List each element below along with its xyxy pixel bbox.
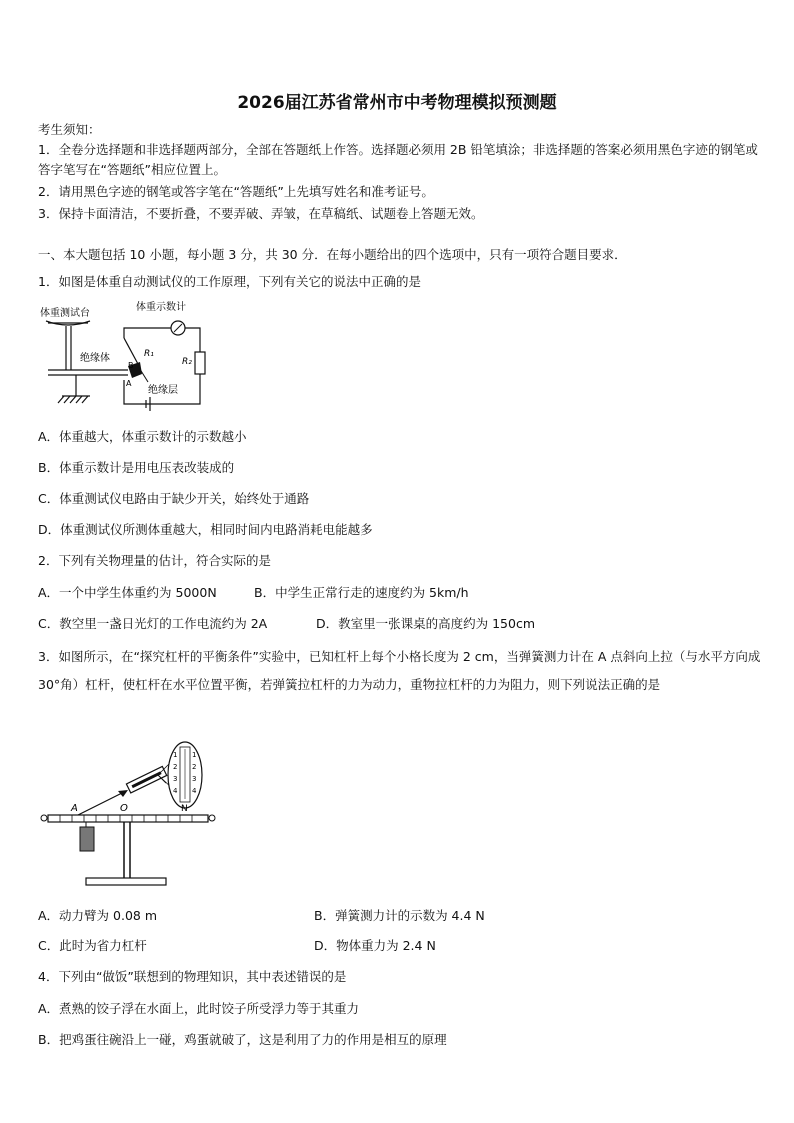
notice-item-3: 3．保持卡面清洁，不要折叠，不要弄破、弄皱，在草稿纸、试题卷上答题无效。 xyxy=(38,206,484,221)
label-a: A xyxy=(71,803,78,814)
scale-right-2: 2 xyxy=(192,763,197,771)
label-platform: 体重测试台 xyxy=(40,308,90,319)
q3-option-d: D．物体重力为 2.4 N xyxy=(314,938,436,953)
page-title: 2026届江苏省常州市中考物理模拟预测题 xyxy=(237,93,557,113)
q2-option-c: C．教空里一盏日光灯的工作电流约为 2A xyxy=(38,616,268,631)
label-b: B xyxy=(128,361,134,370)
q1-option-c: C．体重测试仪电路由于缺少开关，始终处于通路 xyxy=(38,491,310,506)
lever-diagram xyxy=(38,735,218,890)
scale-left-1: 1 xyxy=(173,751,178,759)
q4-option-b: B．把鸡蛋往碗沿上一碰，鸡蛋就破了，这是利用了力的作用是相互的原理 xyxy=(38,1032,447,1047)
weight-tester-diagram xyxy=(38,296,218,411)
scale-right-1: 1 xyxy=(192,751,197,759)
scale-left-4: 4 xyxy=(173,787,178,795)
notice-item-2: 2．请用黑色字迹的钢笔或答字笔在“答题纸”上先填写姓名和准考证号。 xyxy=(38,184,434,199)
q3-option-c: C．此时为省力杠杆 xyxy=(38,938,147,953)
label-n: N xyxy=(181,804,188,814)
question-3-stem: 3．如图所示，在“探究杠杆的平衡条件”实验中，已知杠杆上每个小格长度为 2 cm，当弹簧测力计在 A 点斜向上拉（与水平方向成 30°角）杠杆，使杠杆在水平位置平衡，若弹簧拉杠杆的力为动力，重物拉杠杆的力为阻力，则下列说法正确的是 xyxy=(38,649,761,692)
question-2-stem: 2．下列有关物理量的估计，符合实际的是 xyxy=(38,553,271,568)
label-insulating-layer: 绝缘层 xyxy=(148,385,178,396)
q3-option-b: B．弹簧测力计的示数为 4.4 N xyxy=(314,908,485,923)
scale-left-3: 3 xyxy=(173,775,178,783)
label-a: A xyxy=(126,379,132,388)
q1-option-b: B．体重示数计是用电压表改装成的 xyxy=(38,460,235,475)
q4-option-a: A．煮熟的饺子浮在水面上，此时饺子所受浮力等于其重力 xyxy=(38,1001,360,1016)
q1-option-d: D．体重测试仪所测体重越大，相同时间内电路消耗电能越多 xyxy=(38,522,373,537)
section-heading: 一、本大题包括 10 小题，每小题 3 分，共 30 分．在每小题给出的四个选项中，只有一项符合题目要求． xyxy=(38,247,627,262)
scale-left-2: 2 xyxy=(173,763,178,771)
label-o: O xyxy=(120,803,128,814)
notice-heading: 考生须知： xyxy=(38,122,101,137)
q2-option-a: A．一个中学生体重约为 5000N xyxy=(38,585,217,600)
scale-right-3: 3 xyxy=(192,775,197,783)
question-4-stem: 4．下列由“做饭”联想到的物理知识，其中表述错误的是 xyxy=(38,969,347,984)
label-r2: R₂ xyxy=(182,357,192,367)
q1-option-a: A．体重越大，体重示数计的示数越小 xyxy=(38,429,247,444)
notice-item-1: 1．全卷分选择题和非选择题两部分，全部在答题纸上作答。选择题必须用 2B 铅笔填涂；非选择题的答案必须用黑色字迹的钢笔或答字笔写在“答题纸”相应位置上。 xyxy=(38,142,758,177)
q2-option-d: D．教室里一张课桌的高度约为 150cm xyxy=(316,616,536,631)
q3-option-a: A．动力臂为 0.08 m xyxy=(38,908,158,923)
scale-right-4: 4 xyxy=(192,787,197,795)
q2-option-b: B．中学生正常行走的速度约为 5km/h xyxy=(254,585,469,600)
label-r1: R₁ xyxy=(144,349,154,359)
question-1-stem: 1．如图是体重自动测试仪的工作原理，下列有关它的说法中正确的是 xyxy=(38,274,421,289)
label-insulator: 绝缘体 xyxy=(80,353,110,364)
label-meter: 体重示数计 xyxy=(136,302,186,313)
